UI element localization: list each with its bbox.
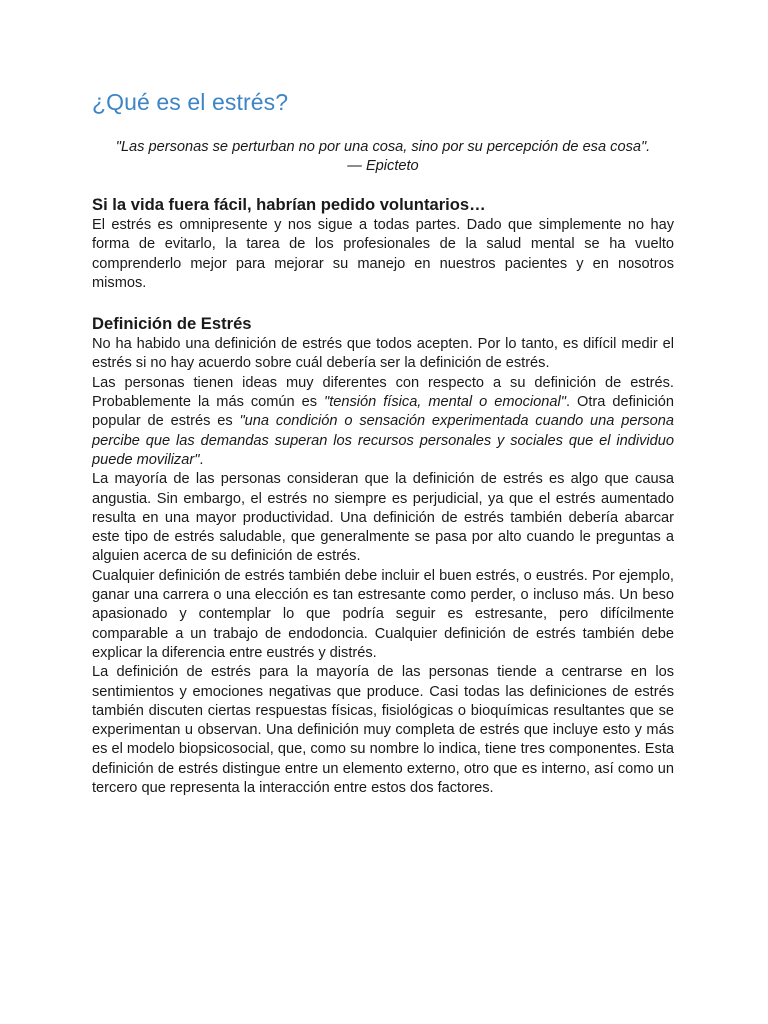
paragraph-2 — [92, 374, 674, 470]
subtitle-heading: Si la vida fuera fácil, habrían pedido voluntarios… — [92, 195, 486, 214]
quote-author: — Epicteto — [347, 158, 419, 174]
paragraph-2-quote-a: "tensión física, mental o emocional" — [324, 394, 566, 411]
paragraph-2-text-c: . — [199, 451, 204, 468]
paragraph-1: No ha habido una definición de estrés que todos acepten. Por lo tanto, es difícil medir el estrés si no hay acuerdo sobre cuál debería ser la definición de estrés. — [92, 336, 674, 372]
epigraph-quote — [92, 138, 674, 176]
section-heading-definicion: Definición de Estrés — [92, 314, 252, 334]
document-page — [92, 86, 674, 798]
paragraph-4: Cualquier definición de estrés también debe incluir el buen estrés, o eustrés. Por ejemplo, ganar una carrera o una elección es tan estresante como perder, o incluso más. Un beso apasionado y contemplar lo que podría seguir es estresante, pero difícilmente comparable a un trabajo de endodoncia. Cualquier definición de estrés también debe explicar la diferencia entre eustrés y distrés. — [92, 567, 674, 661]
intro-paragraph: El estrés es omnipresente y nos sigue a todas partes. Dado que simplemente no hay forma de evitarlo, la tarea de los profesionales de la salud mental se ha vuelto comprenderlo mejor para mejorar su manejo en nuestros pacientes y en nosotros mismos. — [92, 217, 674, 291]
paragraph-3: La mayoría de las personas consideran que la definición de estrés es algo que causa angustia. Sin embargo, el estrés no siempre es perjudicial, ya que el estrés aumentado resulta en una mayor productividad. Una definición de estrés también debería abarcar este tipo de estrés saludable, que generalmente se pasa por alto cuando le preguntas a alguien acerca de su definición de estrés. — [92, 471, 674, 565]
paragraph-2-text-b: . Otra definición popular de estrés es — [92, 394, 674, 430]
quote-text: "Las personas se perturban no por una cosa, sino por su percepción de esa cosa". — [115, 139, 651, 155]
paragraph-2-text-a: Las personas tienen ideas muy diferentes con respecto a su definición de estrés. Probablemente la más común es — [92, 374, 674, 411]
page-title: ¿Qué es el estrés? — [92, 89, 289, 115]
paragraph-2-quote-b: "una condición o sensación experimentada cuando una persona percibe que las demandas superan los recursos personales y sociales que el individuo puede movilizar" — [92, 413, 674, 468]
paragraph-5: La definición de estrés para la mayoría de las personas tiende a centrarse en los sentimientos y emociones negativas que produce. Casi todas las definiciones de estrés también discuten ciertas respuestas físicas, fisiológicas o bioquímicas resultantes que se experimentan u observan. Una definición muy completa de estrés que incluye esto y más es el modelo biopsicosocial, que, como su nombre lo indica, tiene tres componentes. Esta definición de estrés distingue entre un elemento externo, otro que es interno, así como un tercero que representa la interacción entre estos dos factores. — [92, 664, 674, 797]
